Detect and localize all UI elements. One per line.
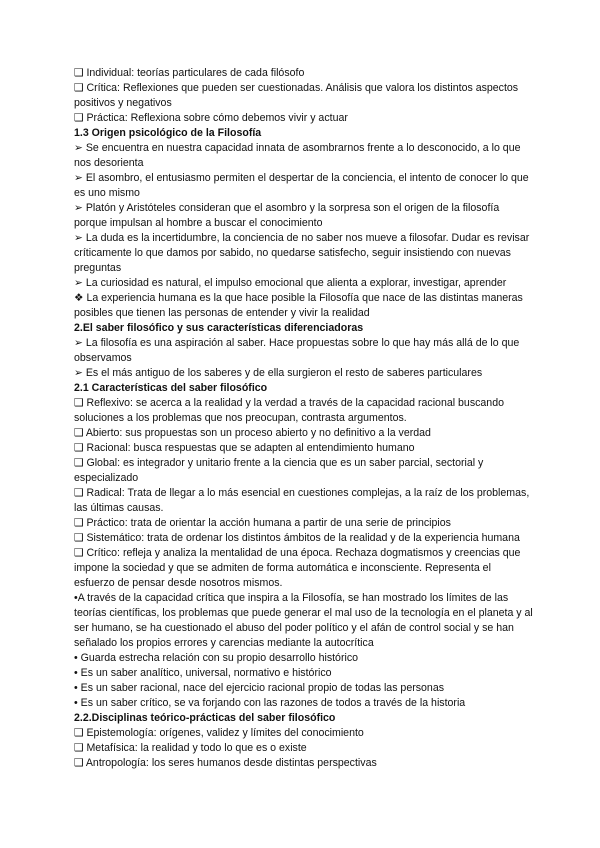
- section-heading: 1.3 Origen psicológico de la Filosofía: [74, 127, 262, 139]
- checkbox-bullet-icon: ❑: [74, 397, 84, 409]
- list-item: ➢ Se encuentra en nuestra capacidad innata de asombrarnos frente a lo desconocido, a lo que nos desorienta: [74, 142, 521, 169]
- checkbox-bullet-icon: ❑: [74, 532, 84, 544]
- document-page: [74, 66, 534, 771]
- checkbox-bullet-icon: ❑: [74, 517, 84, 529]
- arrow-bullet-icon: ➢: [74, 337, 83, 349]
- list-item: • Es un saber crítico, se va forjando con las razones de todos a través de la historia: [74, 697, 466, 709]
- checkbox-bullet-icon: ❑: [74, 82, 84, 94]
- list-item: •A través de la capacidad crítica que inspira a la Filosofía, se han mostrado los límites de las teorías científicas, los problemas que puede generar el mal uso de la tecnología en el planeta y al ser humano, se ha cuestionado el abuso del poder político y el afán de control social y se han señalado los propios errores y carencias mediante la autocrítica: [74, 592, 533, 649]
- checkbox-bullet-icon: ❑: [74, 112, 84, 124]
- checkbox-bullet-icon: ❑: [74, 727, 84, 739]
- list-item: ❑ Reflexivo: se acerca a la realidad y la verdad a través de la capacidad racional buscando soluciones a los problemas que nos preocupan, contrasta argumentos.: [74, 397, 504, 424]
- dot-bullet-icon: •: [74, 697, 78, 709]
- list-item: ❑ Sistemático: trata de ordenar los distintos ámbitos de la realidad y de la experiencia humana: [74, 532, 520, 544]
- arrow-bullet-icon: ➢: [74, 202, 83, 214]
- checkbox-bullet-icon: ❑: [74, 487, 84, 499]
- list-item: ❑ Racional: busca respuestas que se adapten al entendimiento humano: [74, 442, 415, 454]
- dot-bullet-icon: •: [74, 667, 78, 679]
- arrow-bullet-icon: ➢: [74, 142, 83, 154]
- list-item: ❑ Práctica: Reflexiona sobre cómo debemos vivir y actuar: [74, 112, 348, 124]
- checkbox-bullet-icon: ❑: [74, 757, 84, 769]
- list-item: ➢ La filosofía es una aspiración al saber. Hace propuestas sobre lo que hay más allá de lo que observamos: [74, 337, 520, 364]
- arrow-bullet-icon: ➢: [74, 367, 83, 379]
- list-item: ❖ La experiencia humana es la que hace posible la Filosofía que nace de las distintas maneras posibles que tienen las personas de entender y vivir la realidad: [74, 292, 523, 319]
- dot-bullet-icon: •: [74, 592, 78, 604]
- section-heading: 2.El saber filosófico y sus características diferenciadoras: [74, 322, 364, 334]
- section-heading: 2.2.Disciplinas teórico-prácticas del saber filosófico: [74, 712, 336, 724]
- list-item: • Es un saber analítico, universal, normativo e histórico: [74, 667, 332, 679]
- dot-bullet-icon: •: [74, 682, 78, 694]
- list-item: ➢ La duda es la incertidumbre, la conciencia de no saber nos mueve a filosofar. Dudar es revisar críticamente lo que damos por sabido, no quedarse satisfecho, seguir insistiendo con nuevas preguntas: [74, 232, 530, 274]
- list-item: ❑ Individual: teorías particulares de cada filósofo: [74, 67, 305, 79]
- list-item: ❑ Abierto: sus propuestas son un proceso abierto y no definitivo a la verdad: [74, 427, 431, 439]
- list-item: ➢ Es el más antiguo de los saberes y de ella surgieron el resto de saberes particulares: [74, 367, 483, 379]
- list-item: ❑ Epistemología: orígenes, validez y límites del conocimiento: [74, 727, 364, 739]
- checkbox-bullet-icon: ❑: [74, 67, 84, 79]
- list-item: • Es un saber racional, nace del ejercicio racional propio de todas las personas: [74, 682, 445, 694]
- list-item: ❑ Antropología: los seres humanos desde distintas perspectivas: [74, 757, 377, 769]
- checkbox-bullet-icon: ❑: [74, 442, 84, 454]
- section-heading: 2.1 Características del saber filosófico: [74, 382, 268, 394]
- list-item: ❑ Crítico: refleja y analiza la mentalidad de una época. Rechaza dogmatismos y creencias que impone la sociedad y que se admiten de forma automática e inconsciente. Representa el esfuerzo de pensar desde nosotros mismos.: [74, 547, 521, 589]
- checkbox-bullet-icon: ❑: [74, 457, 84, 469]
- arrow-bullet-icon: ➢: [74, 277, 83, 289]
- list-item: ➢ Platón y Aristóteles consideran que el asombro y la sorpresa son el origen de la filosofía porque impulsan al hombre a buscar el conocimiento: [74, 202, 500, 229]
- arrow-bullet-icon: ➢: [74, 172, 83, 184]
- arrow-bullet-icon: ➢: [74, 232, 83, 244]
- list-item: ❑ Crítica: Reflexiones que pueden ser cuestionadas. Análisis que valora los distintos aspectos positivos y negativos: [74, 82, 519, 109]
- list-item: ➢ La curiosidad es natural, el impulso emocional que alienta a explorar, investigar, aprender: [74, 277, 507, 289]
- checkbox-bullet-icon: ❑: [74, 742, 84, 754]
- diamond-bullet-icon: ❖: [74, 292, 84, 304]
- list-item: ❑ Práctico: trata de orientar la acción humana a partir de una serie de principios: [74, 517, 451, 529]
- list-item: ❑ Metafísica: la realidad y todo lo que es o existe: [74, 742, 307, 754]
- checkbox-bullet-icon: ❑: [74, 427, 84, 439]
- list-item: ❑ Radical: Trata de llegar a lo más esencial en cuestiones complejas, a la raíz de los problemas, las últimas causas.: [74, 487, 530, 514]
- list-item: • Guarda estrecha relación con su propio desarrollo histórico: [74, 652, 359, 664]
- checkbox-bullet-icon: ❑: [74, 547, 84, 559]
- list-item: ➢ El asombro, el entusiasmo permiten el despertar de la conciencia, el intento de conocer lo que es uno mismo: [74, 172, 529, 199]
- list-item: ❑ Global: es integrador y unitario frente a la ciencia que es un saber parcial, sectorial y especializado: [74, 457, 484, 484]
- dot-bullet-icon: •: [74, 652, 78, 664]
